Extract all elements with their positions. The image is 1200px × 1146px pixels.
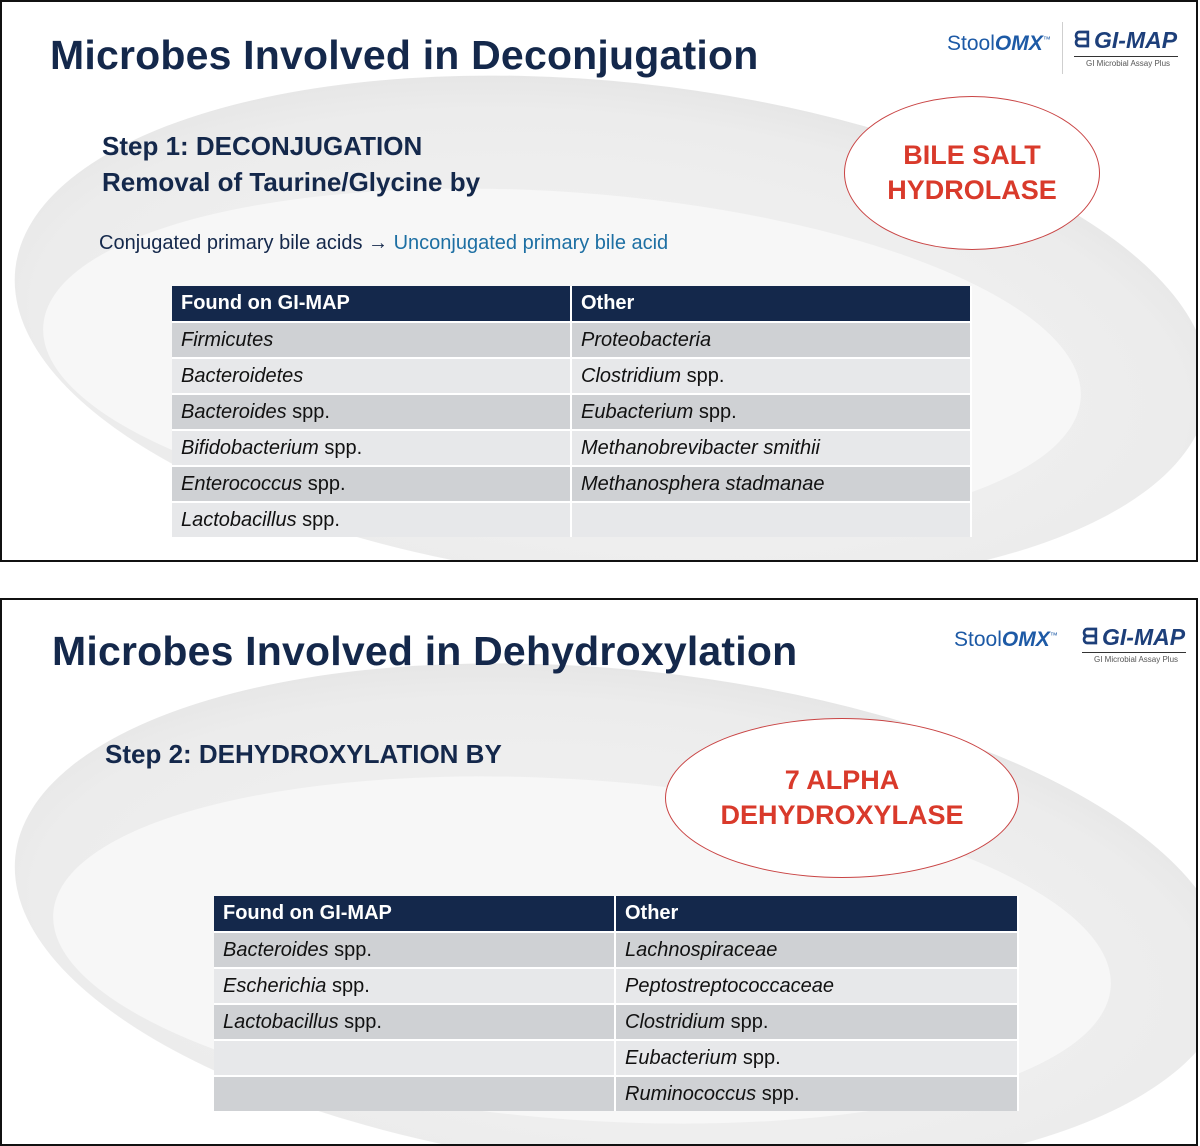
enzyme-line: HYDROLASE [887, 175, 1057, 205]
taxon-suffix: spp. [338, 1010, 382, 1033]
genus-name: Enterococcus [181, 472, 303, 495]
taxon-suffix: spp. [318, 436, 363, 459]
flow-source: Conjugated primary bile acids [99, 232, 363, 254]
cell-found-on-gi-map [214, 968, 615, 1004]
step-line: Step 1: DECONJUGATION [102, 131, 423, 161]
table-row [172, 358, 971, 394]
gimap-wordmark: GI-MAP [1094, 27, 1178, 53]
cell-found-on-gi-map [172, 322, 571, 358]
genus-name: Bacteroides [181, 400, 287, 423]
stoolomx-logo: StoolOMX™ [954, 628, 1058, 651]
table-row [172, 466, 971, 502]
enzyme-line: DEHYDROXYLASE [720, 800, 964, 830]
table-row [214, 968, 1018, 1004]
gimap-logo [1072, 26, 1182, 76]
genus-name: Bacteroides [223, 938, 329, 961]
cell-other [571, 322, 971, 358]
taxon-suffix: spp. [286, 400, 330, 423]
genus-name: Firmicutes [181, 328, 274, 351]
genus-name: Eubacterium [625, 1046, 738, 1069]
cell-found-on-gi-map [172, 466, 571, 502]
gimap-tagline: GI Microbial Assay Plus [1094, 655, 1179, 664]
genus-name: Proteobacteria [581, 328, 712, 351]
cell-found-on-gi-map [214, 932, 615, 968]
cell-other [615, 1076, 1018, 1111]
cell-found-on-gi-map [214, 1040, 615, 1076]
genus-name: Bacteroidetes [181, 364, 304, 387]
logo-group [932, 22, 1192, 82]
genus-name: Escherichia [223, 974, 327, 997]
slide-title: Microbes Involved in Deconjugation [50, 32, 759, 78]
taxon-suffix: spp. [326, 974, 370, 997]
gimap-logo [1080, 624, 1190, 674]
slide-dehydroxylation [0, 598, 1198, 1146]
taxon-suffix: spp. [756, 1082, 800, 1105]
cell-found-on-gi-map [214, 1004, 615, 1040]
cell-found-on-gi-map [172, 394, 571, 430]
taxon-suffix: spp. [302, 472, 346, 495]
microbe-table [214, 896, 1019, 1111]
genus-name: Lachnospiraceae [625, 938, 778, 961]
table-row [214, 1004, 1018, 1040]
enzyme-callout [665, 718, 1019, 878]
table-row [214, 1076, 1018, 1111]
flow-target: Unconjugated primary bile acid [393, 232, 669, 254]
cell-other [571, 358, 971, 394]
enzyme-line: 7 ALPHA [784, 765, 900, 795]
table-row [214, 1040, 1018, 1076]
step-line: Step 2: DEHYDROXYLATION BY [105, 739, 502, 769]
column-header: Other [571, 286, 971, 322]
cell-other [571, 394, 971, 430]
gimap-mark-icon: ᗺ [1074, 27, 1090, 52]
logo-divider [1062, 22, 1063, 74]
column-header: Found on GI-MAP [172, 286, 571, 322]
table-row [172, 430, 971, 466]
genus-name: Bifidobacterium [181, 436, 319, 459]
cell-other [615, 1004, 1018, 1040]
gimap-wordmark: GI-MAP [1102, 624, 1186, 650]
table-header-row [172, 286, 971, 322]
genus-name: Clostridium [625, 1010, 726, 1033]
cell-found-on-gi-map [172, 502, 571, 537]
taxon-suffix: spp. [328, 938, 372, 961]
arrow-right-icon: → [368, 232, 389, 254]
enzyme-callout [844, 96, 1100, 250]
genus-name: Peptostreptococcaceae [625, 974, 835, 997]
cell-other [615, 1040, 1018, 1076]
genus-name: Methanosphera stadmanae [581, 472, 825, 495]
cell-found-on-gi-map [214, 1076, 615, 1111]
cell-other [571, 466, 971, 502]
microbe-table [172, 286, 972, 537]
cell-other [571, 430, 971, 466]
genus-name: Clostridium [581, 364, 682, 387]
logo-group [942, 620, 1192, 680]
column-header: Found on GI-MAP [214, 896, 615, 932]
cell-found-on-gi-map [172, 358, 571, 394]
step-heading [105, 736, 502, 772]
cell-other [571, 502, 971, 537]
enzyme-line: BILE SALT [903, 140, 1041, 170]
genus-name: Methanobrevibacter smithii [581, 436, 820, 459]
taxon-suffix: spp. [725, 1010, 769, 1033]
slide-deconjugation [0, 0, 1198, 562]
step-line: Removal of Taurine/Glycine by [102, 167, 481, 197]
stoolomx-logo: StoolOMX™ [947, 32, 1051, 55]
column-header: Other [615, 896, 1018, 932]
table-row [172, 394, 971, 430]
cell-found-on-gi-map [172, 430, 571, 466]
taxon-suffix: spp. [296, 508, 340, 531]
cell-other [615, 968, 1018, 1004]
table-row [172, 322, 971, 358]
gimap-tagline: GI Microbial Assay Plus [1086, 59, 1171, 68]
taxon-suffix: spp. [681, 364, 725, 387]
step-heading [102, 128, 480, 200]
genus-name: Ruminococcus [625, 1082, 757, 1105]
conversion-flow [99, 232, 668, 255]
genus-name: Lactobacillus [223, 1010, 339, 1033]
cell-other [615, 932, 1018, 968]
genus-name: Eubacterium [581, 400, 694, 423]
table-row [214, 932, 1018, 968]
table-header-row [214, 896, 1018, 932]
table-row [172, 502, 971, 537]
gimap-mark-icon: ᗺ [1082, 624, 1098, 649]
genus-name: Lactobacillus [181, 508, 297, 531]
slide-title: Microbes Involved in Dehydroxylation [52, 628, 798, 674]
taxon-suffix: spp. [693, 400, 737, 423]
taxon-suffix: spp. [737, 1046, 781, 1069]
